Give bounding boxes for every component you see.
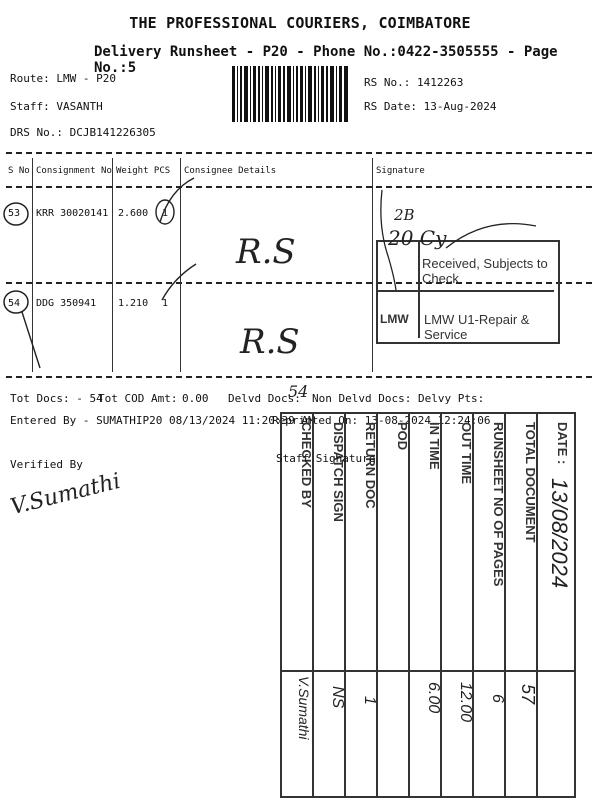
total-cod-label: Tot COD Amt: (98, 392, 178, 405)
barcode (232, 66, 348, 122)
row-weight: 1.210 (118, 298, 149, 309)
stamp-unit-text: LMW U1-Repair & Service (424, 312, 530, 342)
table-top-rule (6, 152, 592, 154)
stamp-hand-dispatch: NS (329, 686, 346, 709)
reprinted-on: Reprinted On: 13-08-2024 12:24:06 (272, 414, 491, 427)
company-title: THE PROFESSIONAL COURIERS, COIMBATORE (129, 14, 471, 32)
signature-scribble (376, 186, 576, 296)
header-consignment: Consignment No (36, 166, 112, 176)
table-bottom-rule (6, 376, 592, 378)
row-consignment: KRR 30020141 (36, 208, 109, 219)
verified-signature: V.Sumathi (8, 468, 124, 521)
stamp-label-total: TOTAL DOCUMENT (523, 422, 538, 543)
staff-field: Staff: VASANTH (10, 100, 103, 113)
route-field: Route: LMW - P20 (10, 72, 116, 85)
check-mark (156, 258, 200, 308)
stamp-logo: LMW (380, 312, 409, 326)
total-cod-value: 0.00 (182, 392, 209, 405)
col-divider (112, 158, 113, 372)
stamp-column-rule (440, 414, 442, 796)
stamp-hand-total: 57 (518, 684, 538, 705)
row-sno: 54 (8, 298, 21, 309)
stamp-label-in-time: IN TIME (427, 422, 442, 470)
row-pcs: 1 (162, 298, 169, 309)
stamp-label-checked: CHECKED BY (299, 422, 314, 508)
date-stamp (280, 412, 576, 798)
signature-hand-2: 20 Cy (388, 226, 447, 250)
stamp-hand-pages: 6 (489, 694, 506, 703)
stamp-label-dispatch: DISPATCH SIGN (331, 422, 346, 522)
header-weight-pcs: Weight PCS (116, 166, 171, 176)
stamp-label-pages: RUNSHEET NO OF PAGES (491, 422, 506, 587)
delivered-docs-hand: 54 (288, 382, 309, 401)
stamp-hand-date: 13/08/2024 (547, 478, 572, 589)
stamp-label-return: RETURN DOC (363, 422, 378, 509)
header-consignee: Consignee Details (184, 166, 277, 176)
header-sno: S No (8, 166, 30, 176)
stamp-label-pod: POD (395, 422, 410, 451)
row-weight: 2.600 (118, 208, 149, 219)
verified-by-label: Verified By (10, 458, 83, 471)
stamp-hand-in: 6.00 (425, 682, 442, 714)
circle-mark (2, 198, 32, 230)
stamp-received-text: Received, Subjects to Check (422, 256, 548, 286)
row-pcs: 1 (162, 208, 169, 219)
consignee-signature: R.S (236, 232, 296, 272)
drs-number: DRS No.: DCJB141226305 (10, 126, 156, 139)
stamp-hand-checked: V.Sumathi (296, 676, 312, 740)
non-delivered-docs: Non Delvd Docs: (312, 392, 412, 405)
stamp-row-rule (282, 670, 574, 672)
stamp-hand-out: 12.00 (457, 682, 474, 723)
runsheet-title: Delivery Runsheet - P20 - Phone No.:0422-3505555 - Page No.:5 (94, 44, 558, 76)
stamp-label-date: DATE : (555, 422, 570, 465)
delivered-docs-label: Delvd Docs: (228, 392, 301, 405)
delivery-points: Delvy Pts: (418, 392, 485, 405)
rs-date: RS Date: 13-Aug-2024 (364, 100, 497, 113)
total-docs: Tot Docs: - 54 (10, 392, 103, 405)
staff-signature-label: Staff Signature (276, 452, 376, 465)
stamp-hand-return: 1 (361, 696, 378, 705)
entered-by: Entered By - SUMATHIP20 08/13/2024 11:20:39 AM (10, 414, 315, 427)
row-sno: 53 (8, 208, 21, 219)
header-signature: Signature (376, 166, 425, 176)
consignee-signature: R.S (240, 322, 300, 362)
row-consignment: DDG 350941 (36, 298, 97, 309)
stamp-label-out-time: OUT TIME (459, 422, 474, 485)
col-divider (372, 158, 373, 372)
stamp-column-rule (408, 414, 410, 796)
check-mark (150, 170, 200, 230)
signature-hand-1: 2B (394, 206, 415, 224)
rs-number: RS No.: 1412263 (364, 76, 464, 89)
